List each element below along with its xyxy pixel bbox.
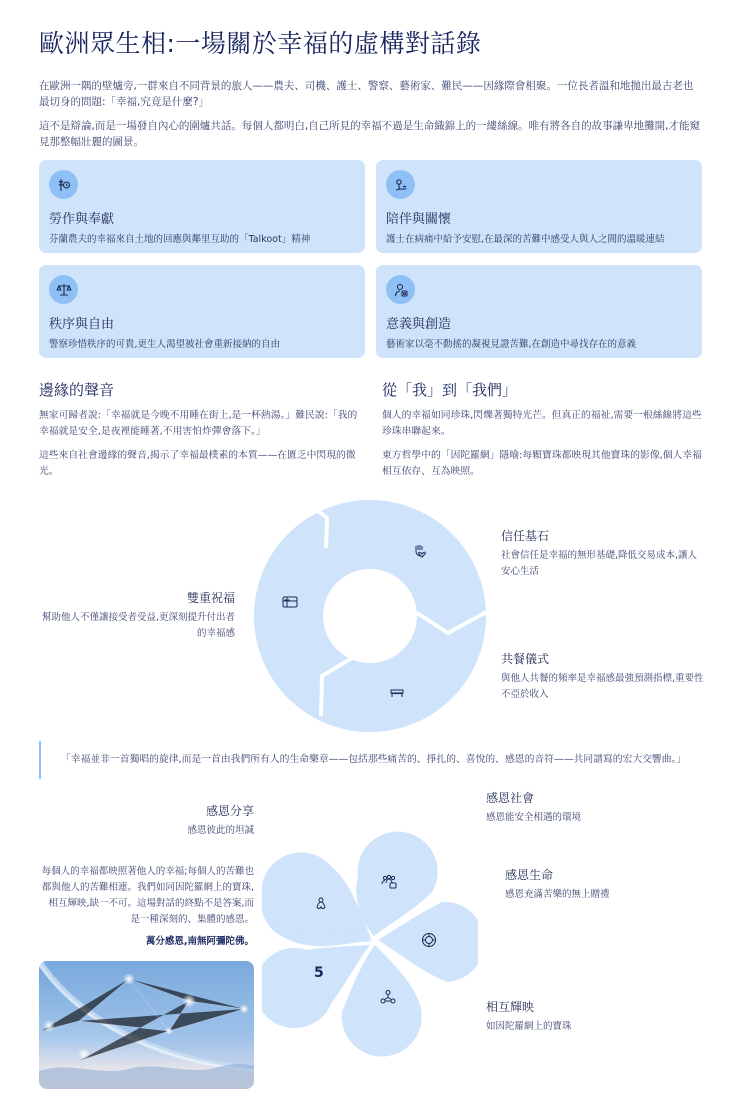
petal-desc-society: 感恩能安全相遇的環境 [486,812,582,823]
card-title: 陪伴與關懷 [386,212,452,227]
gift-card-icon [282,594,298,613]
card-description: 芬蘭農夫的幸福來自土地的回應與鄰里互助的「Talkoot」精神 [49,234,311,245]
card-labor [39,160,365,253]
segment-title-blessing: 雙重祝福 [186,591,235,605]
segment-title-dining: 共餐儀式 [501,652,550,666]
petal-title-society: 感恩社會 [486,791,535,805]
petal-title-share: 感恩分享 [205,804,254,818]
segment-title-trust: 信任基石 [501,529,550,543]
gratitude-closing: 萬分感恩,南無阿彌陀佛。 [145,936,254,947]
gratitude-flower-diagram [262,822,478,1058]
card-title: 意義與創造 [386,317,452,332]
lifebuoy-icon [421,932,437,952]
intro-paragraph-1: 在歐洲一隅的壁爐旁,一群來自不同背景的旅人——農夫、司機、護士、警察、藝術家、難民——因緣際會相聚。一位長者溫和地拋出最古老也最切身的問題:「幸福,究竟是什麼?」 [39,80,694,108]
network-icon [380,989,396,1009]
card-description: 警察珍惜秩序的可貴,更生人渴望被社會重新接納的自由 [49,339,281,350]
we-paragraph-1: 個人的幸福如同珍珠,閃爍著獨特光芒。但真正的福祉,需要一根絲線將這些珍珠串聯起來。 [382,410,702,437]
scale-icon [49,275,78,304]
segment-desc-blessing: 幫助他人不僅讓接受者受益,更深刻提升付出者的幸福感 [41,612,235,639]
petal-title-life: 感恩生命 [505,868,554,882]
petal-desc-share: 感恩彼此的坦誠 [187,825,254,836]
section-title-we: 從「我」到「我們」 [382,381,518,399]
we-paragraph-2: 東方哲學中的「因陀羅網」隱喻:每顆寶珠都映現其他寶珠的影像,個人幸福相互依存、互為映照。 [382,450,702,477]
section-title-margins: 邊緣的聲音 [39,381,115,399]
quote-block: 「幸福並非一首獨唱的旋律,而是一首由我們所有人的生命樂章——包括那些痛苦的、掙扎的、喜悅的、感恩的音符——共同譜寫的宏大交響曲。」 [39,741,703,779]
card-meaning [376,265,702,358]
petal-desc-reflect: 如因陀羅網上的寶珠 [486,1021,572,1032]
margins-paragraph-1: 無家可歸者說:「幸福就是今晚不用睡在街上,是一杯熱湯。」難民說:「我的幸福就是安全,是夜裡能睡著,不用害怕炸彈會落下。」 [39,410,358,437]
center-number: 5 [314,965,324,981]
artist-icon [386,275,415,304]
page-title: 歐洲眾生相:一場關於幸福的虛構對話錄 [39,29,482,58]
petal-desc-life: 感恩充滿苦樂的無上贈禮 [505,889,610,900]
card-description: 護士在病痛中給予安慰,在最深的苦難中感受人與人之間的溫暖連結 [386,234,665,245]
indra-net-sky-illustration [39,961,254,1089]
dining-table-icon [389,684,405,703]
card-description: 藝術家以毫不動搖的凝視見證苦難,在創造中尋找存在的意義 [386,339,637,350]
gratitude-body: 每個人的幸福都映照著他人的幸福;每個人的苦難也都與他人的苦難相連。我們如同因陀羅網上的寶珠,相互輝映,缺一不可。這場對話的終點不是答案,而是一種深刻的、集體的感恩。 [41,866,254,925]
hand-heart-icon [412,542,428,562]
card-title: 秩序與自由 [49,317,115,332]
margins-paragraph-2: 這些來自社會邊緣的聲音,揭示了幸福最樸素的本質——在匱乏中閃現的微光。 [39,450,356,477]
card-title: 勞作與奉獻 [49,212,115,227]
petal-title-reflect: 相互輝映 [486,1000,535,1014]
cycle-diagram [250,496,490,736]
community-icon [380,874,398,894]
card-care [376,160,702,253]
intro-paragraph-2: 這不是辯論,而是一場發自內心的圍爐共話。每個人都明白,自己所見的幸福不過是生命織錦上的一縷絲線。唯有將各自的故事謙卑地攤開,才能窺見那整幅壯麗的圖景。 [39,120,701,148]
card-order [39,265,365,358]
segment-desc-trust: 社會信任是幸福的無形基礎,降低交易成本,讓人安心生活 [501,550,698,577]
segment-desc-dining: 與他人共餐的頻率是幸福感最強預測指標,重要性不亞於收入 [501,673,704,700]
meditating-person-icon [313,896,329,916]
hand-heart-flower-icon [386,170,415,199]
wheat-clock-icon [49,170,78,199]
